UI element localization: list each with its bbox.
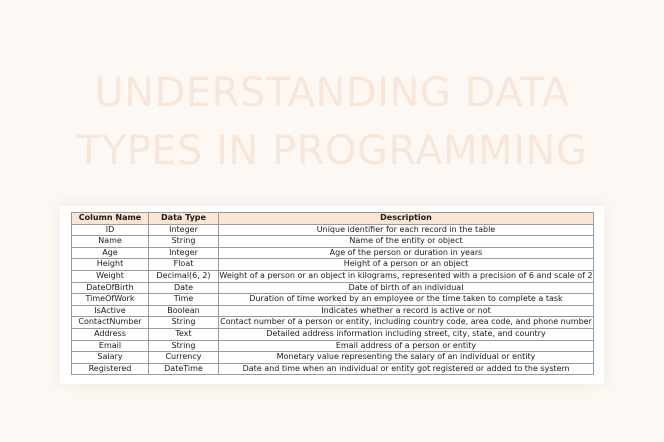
- table-cell: String: [149, 340, 219, 352]
- table-row: [72, 328, 594, 340]
- table-cell: DateOfBirth: [72, 282, 149, 294]
- table-row: [72, 236, 594, 248]
- table-cell: Float: [149, 259, 219, 271]
- column-header: Description: [219, 213, 594, 225]
- table-cell: Duration of time worked by an employee or the time taken to complete a task: [219, 294, 594, 306]
- table-cell: Date: [149, 282, 219, 294]
- column-header: Column Name: [72, 213, 149, 225]
- table-cell: Time: [149, 294, 219, 306]
- table-cell: IsActive: [72, 305, 149, 317]
- table-cell: Decimal(6, 2): [149, 270, 219, 282]
- table-cell: Height: [72, 259, 149, 271]
- table-cell: Address: [72, 328, 149, 340]
- table-cell: Text: [149, 328, 219, 340]
- table-cell: ID: [72, 224, 149, 236]
- table-row: [72, 282, 594, 294]
- table-row: [72, 224, 594, 236]
- table-cell: Integer: [149, 224, 219, 236]
- table-cell: Unique identifier for each record in the table: [219, 224, 594, 236]
- table-cell: Weight of a person or an object in kilograms, represented with a precision of 6 and scale of 2: [219, 270, 594, 282]
- table-cell: Age of the person or duration in years: [219, 247, 594, 259]
- table-row: [72, 294, 594, 306]
- table-cell: String: [149, 317, 219, 329]
- page-title-line-1: UNDERSTANDING DATA: [94, 70, 570, 116]
- table-cell: Detailed address information including street, city, state, and country: [219, 328, 594, 340]
- table-cell: Contact number of a person or entity, including country code, area code, and phone number: [219, 317, 594, 329]
- table-row: [72, 305, 594, 317]
- table-cell: Name: [72, 236, 149, 248]
- table-row: [72, 259, 594, 271]
- table-cell: Email: [72, 340, 149, 352]
- table-row: [72, 363, 594, 375]
- table-cell: Indicates whether a record is active or not: [219, 305, 594, 317]
- table-cell: Monetary value representing the salary of an individual or entity: [219, 352, 594, 364]
- table-cell: Date and time when an individual or entity got registered or added to the system: [219, 363, 594, 375]
- page-title-line-2: TYPES IN PROGRAMMING: [76, 128, 588, 174]
- table-row: [72, 352, 594, 364]
- table-cell: Name of the entity or object: [219, 236, 594, 248]
- table-cell: Height of a person or an object: [219, 259, 594, 271]
- table-cell: ContactNumber: [72, 317, 149, 329]
- table-cell: Registered: [72, 363, 149, 375]
- table-row: [72, 340, 594, 352]
- table-cell: Age: [72, 247, 149, 259]
- table-cell: TimeOfWork: [72, 294, 149, 306]
- table-header-row: [72, 213, 594, 225]
- table-cell: Email address of a person or entity: [219, 340, 594, 352]
- table-row: [72, 247, 594, 259]
- table-cell: Currency: [149, 352, 219, 364]
- table-cell: Salary: [72, 352, 149, 364]
- table-cell: DateTime: [149, 363, 219, 375]
- table-cell: Integer: [149, 247, 219, 259]
- table-cell: Boolean: [149, 305, 219, 317]
- table-row: [72, 270, 594, 282]
- column-header: Data Type: [149, 213, 219, 225]
- table-cell: String: [149, 236, 219, 248]
- table-cell: Weight: [72, 270, 149, 282]
- data-types-table: [71, 212, 594, 375]
- table-row: [72, 317, 594, 329]
- table-cell: Date of birth of an individual: [219, 282, 594, 294]
